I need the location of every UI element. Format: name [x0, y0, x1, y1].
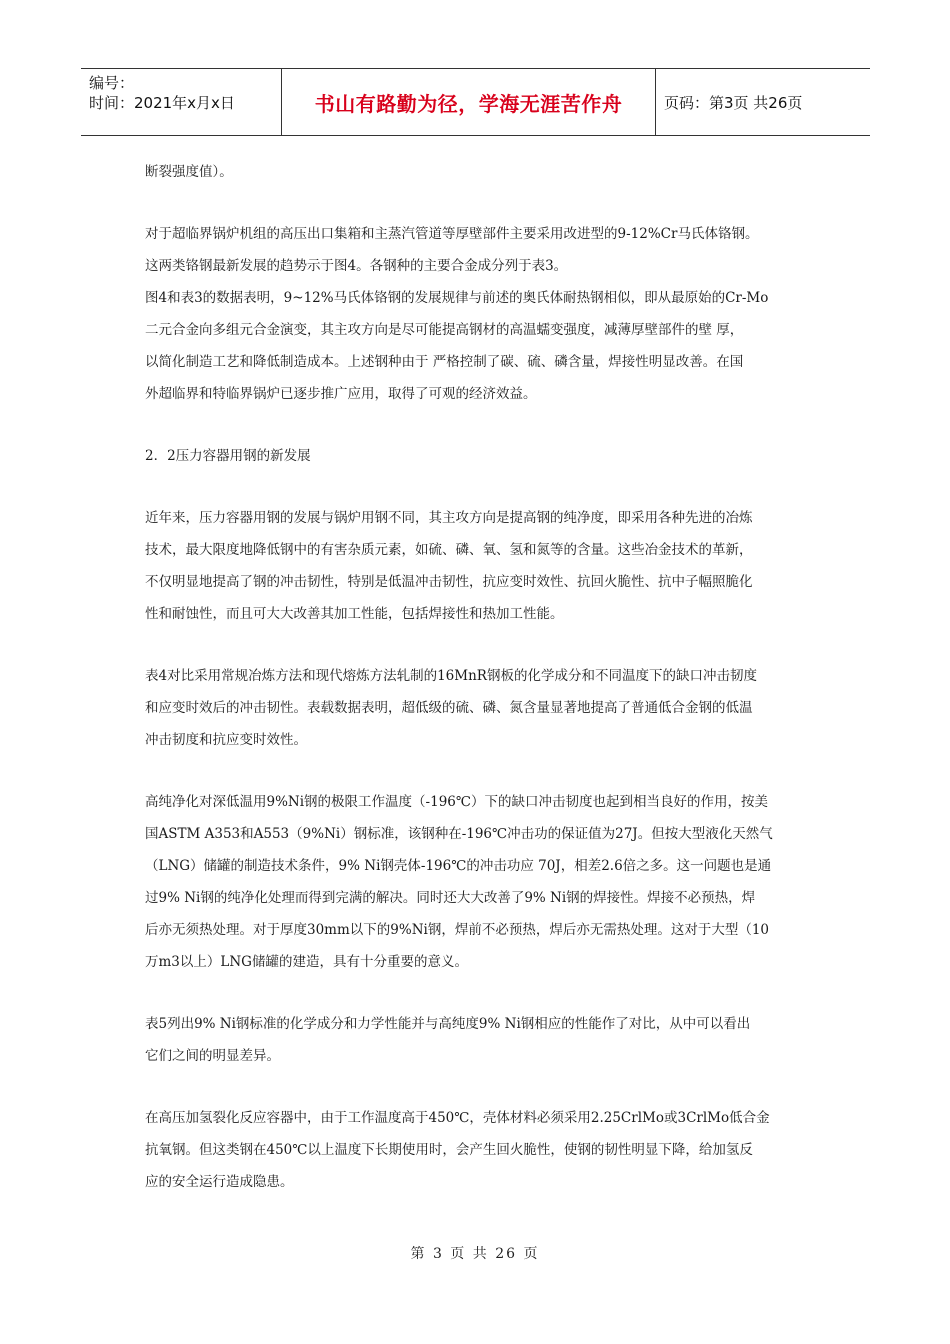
text-line: 高纯净化对深低温用9%Ni钢的极限工作温度（-196℃）下的缺口冲击韧度也起到相当良好的作用，按美 [145, 794, 768, 810]
text-line: 二元合金向多组元合金演变，其主攻方向是尽可能提高钢材的高温蠕变强度，减薄厚壁部件的壁 厚， [145, 322, 744, 338]
text-line: 国ASTM A353和A553（9%Ni）钢标准，该钢种在-196℃冲击功的保证值为27J。但按大型液化天然气 [145, 826, 773, 842]
text-line: 这两类铬钢最新发展的趋势示于图4。各钢种的主要合金成分列于表3。 [145, 258, 568, 274]
text-line: 万m3以上）LNG储罐的建造，具有十分重要的意义。 [145, 954, 468, 970]
text-line: 对于超临界锅炉机组的高压出口集箱和主蒸汽管道等厚壁部件主要采用改进型的9-12%Cr马氏体铬钢。 [145, 226, 759, 242]
text-line: 表4对比采用常规冶炼方法和现代熔炼方法轧制的16MnR钢板的化学成分和不同温度下的缺口冲击韧度 [145, 668, 757, 684]
header-meta [81, 69, 282, 135]
paragraph [145, 660, 800, 756]
text-line: 表5列出9% Ni钢标准的化学成分和力学性能并与高纯度9% Ni钢相应的性能作了对比，从中可以看出 [145, 1016, 751, 1032]
text-line: 断裂强度值）。 [145, 164, 233, 180]
text-line: 后亦无须热处理。对于厚度30mm以下的9%Ni钢，焊前不必预热，焊后亦无需热处理。这对于大型（10 [145, 922, 770, 938]
text-line: （LNG）储罐的制造技术条件，9% Ni钢壳体-196℃的冲击功应 70J，相差2.6倍之多。这一问题也是通 [145, 858, 772, 874]
paragraph [145, 156, 800, 188]
paragraph [145, 1008, 800, 1072]
text-line: 和应变时效后的冲击韧性。表载数据表明，超低级的硫、磷、氮含量显著地提高了普通低合金钢的低温 [145, 700, 753, 716]
text-line: 冲击韧度和抗应变时效性。 [145, 732, 307, 748]
text-line: 2．2压力容器用钢的新发展 [145, 448, 311, 464]
paragraph-gap [145, 1072, 800, 1102]
paragraph-gap [145, 630, 800, 660]
paragraph [145, 1102, 800, 1198]
text-line: 过9% Ni钢的纯净化处理而得到完满的解决。同时还大大改善了9% Ni钢的焊接性。焊接不必预热，焊 [145, 890, 756, 906]
paragraph [145, 440, 800, 472]
text-line: 性和耐蚀性，而且可大大改善其加工性能，包括焊接性和热加工性能。 [145, 606, 564, 622]
page-footer: 第 3 页 共 26 页 [410, 1246, 540, 1262]
document-body [145, 156, 800, 1198]
paragraph [145, 218, 800, 410]
header-page-info: 页码：第3页 共26页 [664, 93, 803, 112]
paragraph-gap [145, 188, 800, 218]
document-header [81, 68, 870, 136]
text-line: 外超临界和特临界锅炉已逐步推广应用，取得了可观的经济效益。 [145, 386, 537, 402]
text-line: 图4和表3的数据表明，9~12%马氏体铬钢的发展规律与前述的奥氏体耐热钢相似，即从最原始的Cr-Mo [145, 290, 769, 306]
paragraph [145, 786, 800, 978]
paragraph-gap [145, 756, 800, 786]
text-line: 它们之间的明显差异。 [145, 1048, 280, 1064]
text-line: 应的安全运行造成隐患。 [145, 1174, 294, 1190]
header-slogan: 书山有路勤为径，学海无涯苦作舟 [282, 69, 656, 135]
text-line: 抗氧钢。但这类钢在450℃以上温度下长期使用时，会产生回火脆性，使钢的韧性明显下降，给加氢反 [145, 1142, 753, 1158]
text-line: 技术，最大限度地降低钢中的有害杂质元素，如硫、磷、氧、氢和氮等的含量。这些冶金技术的革新， [145, 542, 753, 558]
paragraph-gap [145, 472, 800, 502]
text-line: 近年来，压力容器用钢的发展与锅炉用钢不同，其主攻方向是提高钢的纯净度，即采用各种先进的冶炼 [145, 510, 753, 526]
paragraph-gap [145, 410, 800, 440]
number-label: 编号： [89, 74, 135, 92]
time-label: 时间：2021年x月x日 [89, 94, 235, 112]
paragraph [145, 502, 800, 630]
text-line: 以简化制造工艺和降低制造成本。上述钢种由于 严格控制了碳、硫、磷含量，焊接性明显改善。在国 [145, 354, 744, 370]
text-line: 不仅明显地提高了钢的冲击韧性，特别是低温冲击韧性，抗应变时效性、抗回火脆性、抗中子幅照脆化 [145, 574, 753, 590]
text-line: 在高压加氢裂化反应容器中，由于工作温度高于450℃，壳体材料必须采用2.25CrlMo或3CrlMo低合金 [145, 1110, 770, 1126]
paragraph-gap [145, 978, 800, 1008]
